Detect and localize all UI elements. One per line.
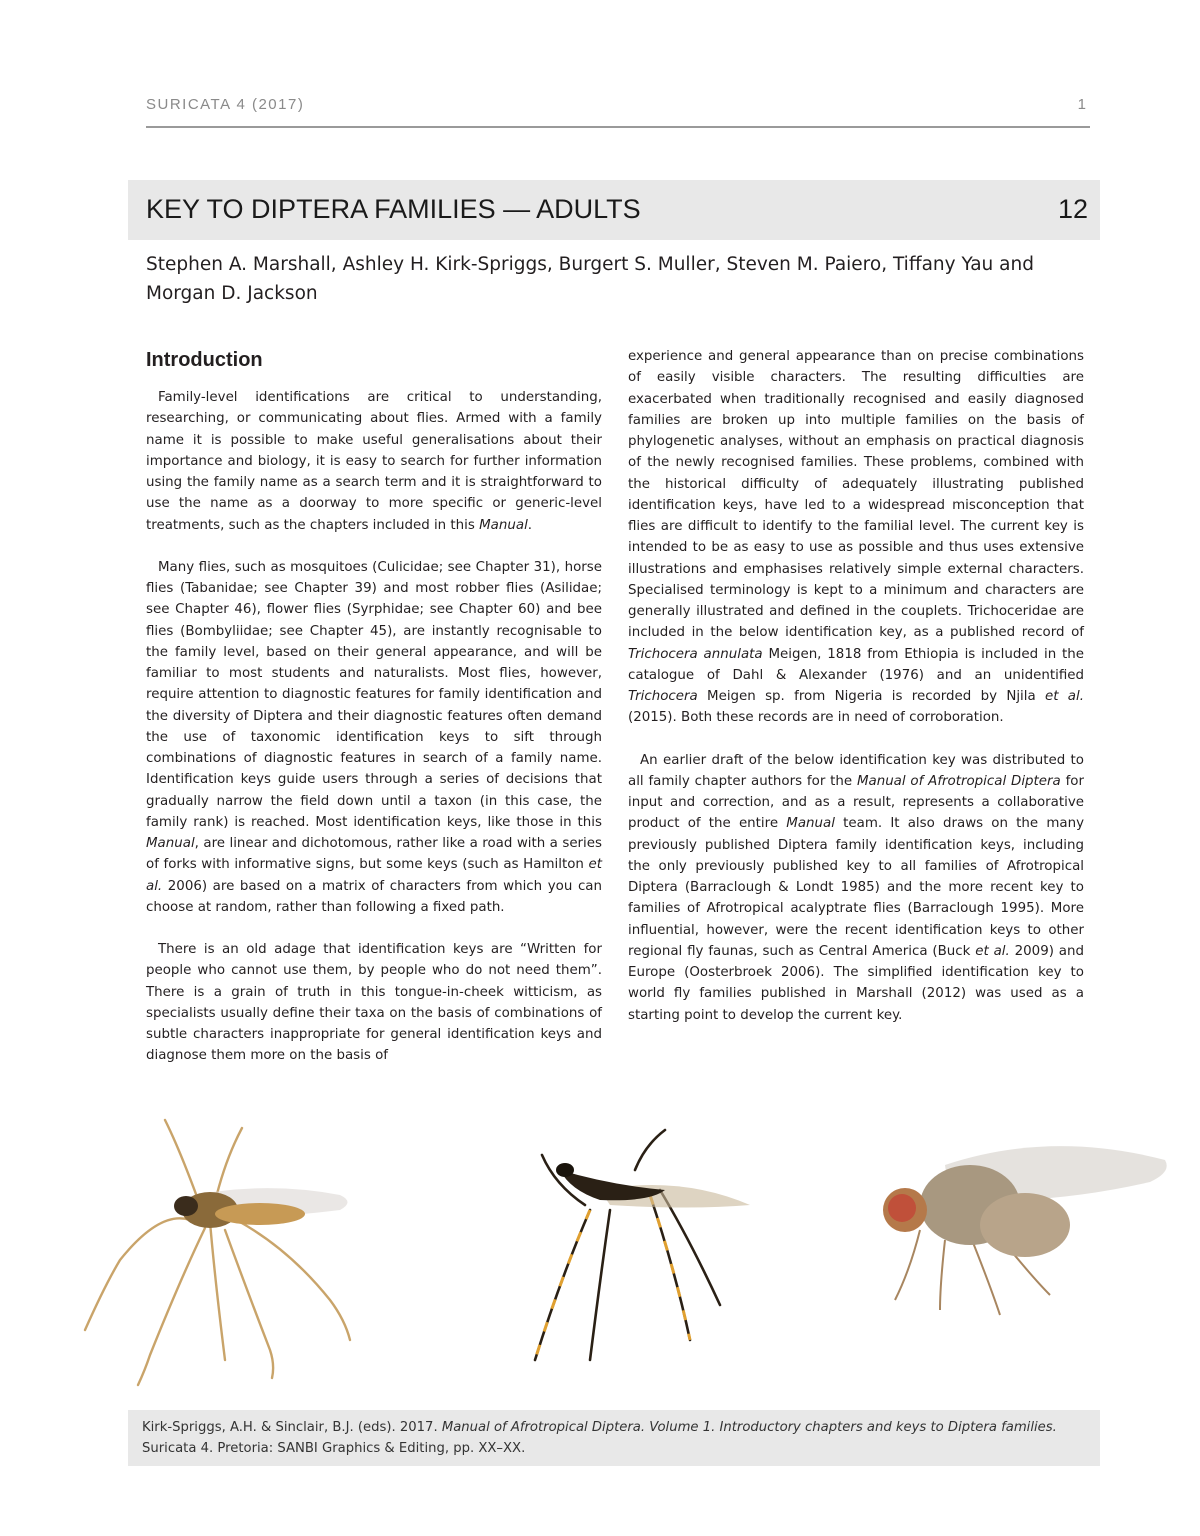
right-column xyxy=(628,346,1084,1047)
chapter-number: 12 xyxy=(1057,194,1088,224)
paragraph-1: Family-level identifications are critical to understanding, researching, or communicating about flies. Armed with a family name it is possible to make useful generalisations about their importance and biology, it is easy to search for further information using the family name as a search term and it is straightforward to use the name as a doorway to more specific or generic-level treatments, such as the chapters included in this Manual. xyxy=(146,390,602,533)
chapter-title: KEY TO DIPTERA FAMILIES — ADULTS xyxy=(146,194,641,224)
paragraph-3: There is an old adage that identification keys are “Written for people who cannot use them, by people who do not need them”. There is a grain of truth in this tongue-in-cheek witticism, as specialists usually define their taxa on the basis of combinations of subtle characters inappropriate for general identification keys and diagnose them more on the basis of xyxy=(146,942,602,1064)
header-rule xyxy=(146,126,1090,128)
author-list: Stephen A. Marshall, Ashley H. Kirk-Spriggs, Burgert S. Muller, Steven M. Paiero, Tiffany Yau and Morgan D. Jackson xyxy=(146,254,1034,304)
citation-band xyxy=(128,1410,1100,1466)
page-number: 1 xyxy=(1077,96,1086,113)
fruit-fly-photo xyxy=(850,1110,1180,1410)
paragraph-3-continued: experience and general appearance than on precise combinations of easily visible characters. The resulting difficulties are exacerbated when traditionally recognised and easily diagnosed families are broken up into multiple families on the basis of phylogenetic analyses, without an emphasis on practical diagnosis of the newly recognised families. These problems, combined with the historical difficulty of adequately illustrating published identification keys, have led to a widespread misconception that flies are difficult to identify to the familial level. The current key is intended to be as easy to use as possible and thus uses extensive illustrations and emphasises relatively simple external characters. Specialised terminology is kept to a minimum and characters are generally illustrated and defined in the couplets. Trichoceridae are included in the below identification key, as a published record of Trichocera annulata Meigen, 1818 from Ethiopia is included in the catalogue of Dahl & Alexander (1976) and an unidentified Trichocera Meigen sp. from Nigeria is recorded by Njila et al. (2015). Both these records are in need of corroboration. xyxy=(628,349,1084,726)
running-head xyxy=(146,96,1090,120)
fly-photographs xyxy=(0,1110,1200,1410)
gnat-fly-photo xyxy=(10,1110,390,1410)
left-column xyxy=(146,345,602,1088)
paragraph-2: Many flies, such as mosquitoes (Culicidae; see Chapter 31), horse flies (Tabanidae; see Chapter 39) and most robber flies (Asilidae; see Chapter 46), flower flies (Syrphidae; see Chapter 60) and bee flies (Bombyliidae; see Chapter 45), are instantly recognisable to the family level, based on their general appearance, and will be familiar to most students and naturalists. Most flies, however, require attention to diagnostic features for family identification and the diversity of Diptera and their diagnostic features often demand the use of taxonomic identification keys to sift through combinations of diagnostic features in search of a family name. Identification keys guide users through a series of decisions that gradually narrow the field down until a taxon (in this case, the family rank) is reached. Most identification keys, like those in this Manual, are linear and dichotomous, rather like a road with a series of forks with informative signs, but some keys (such as Hamilton et al. 2006) are based on a matrix of characters from which you can choose at random, rather than following a fixed path. xyxy=(146,559,602,915)
section-heading: Introduction xyxy=(146,349,263,371)
paragraph-4: An earlier draft of the below identification key was distributed to all family chapter authors for the Manual of Afrotropical Diptera for input and correction, and as a result, represents a collaborative product of the entire Manual team. It also draws on the many previously published Diptera family identification keys, including the only previously published key to all families of Afrotropical Diptera (Barraclough & Londt 1985) and the more recent key to families of Afrotropical acalyptrate flies (Barraclough 1995). More influential, however, were the recent identification keys to other regional fly faunas, such as Central America (Buck et al. 2009) and Europe (Oosterbroek 2006). The simplified identification key to world fly families published in Marshall (2012) was used as a starting point to develop the current key. xyxy=(628,752,1084,1023)
citation-text: Kirk-Spriggs, A.H. & Sinclair, B.J. (eds). 2017. Manual of Afrotropical Diptera. Volume 1. Introductory chapters and keys to Diptera families. Suricata 4. Pretoria: SANBI Graphics & Editing, pp. XX–XX. xyxy=(142,1420,1057,1456)
stilt-fly-photo xyxy=(450,1110,770,1410)
chapter-title-band xyxy=(128,180,1100,240)
journal-name: SURICATA 4 (2017) xyxy=(146,96,305,113)
